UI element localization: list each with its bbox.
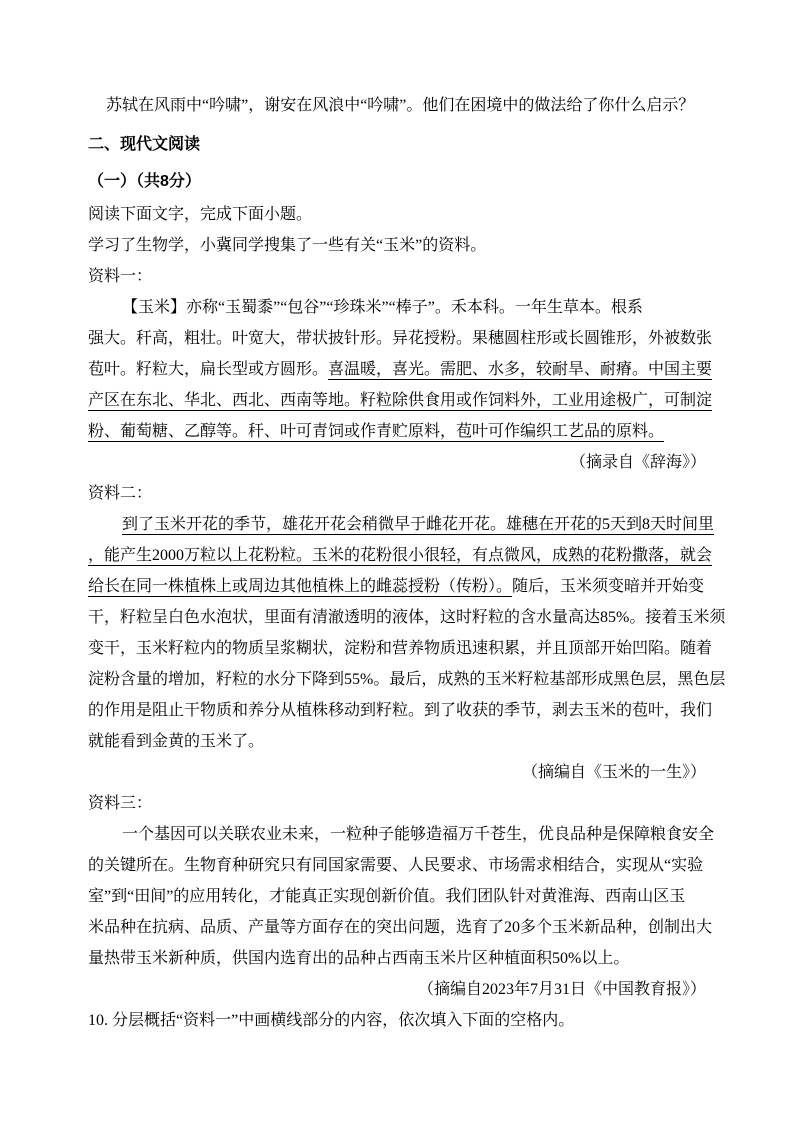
para [88,664,726,695]
text-segment: 强大。秆高，粗壮。叶宽大，带状披针形。异花授粉。果穗圆柱形或长圆锥形，外被数张 [88,330,713,347]
instruction [88,199,706,230]
section-heading [88,129,706,160]
text-segment: （摘编自《玉米的一生》） [521,764,706,781]
text-segment: 米品种在抗病、品质、产量等方面存在的突出问题，选育了20多个玉米新品种，创制出大 [88,919,713,936]
text-segment: 随后，玉米须变暗并开始变 [512,578,705,595]
para [88,695,713,726]
underlined-text-segment: ，能产生2000万粒以上花粉粒。玉米的花粉很小很轻，有点微风，成熟的花粉撒落，就会 [88,547,713,564]
para [88,726,706,757]
para-first [88,292,706,323]
para [88,540,713,571]
document-body [88,90,726,1036]
material-label [88,261,706,292]
text-segment: （摘编自2023年7月31日《中国教育报》） [417,981,706,998]
text-segment: 变干，玉米籽粒内的物质呈浆糊状，淀粉和营养物质迅速积累，并且顶部开始凹陷。随着 [88,640,713,657]
text-segment: 阅读下面文字，完成下面小题。 [88,206,313,223]
para [88,385,713,416]
text-segment: 量热带玉米新种质，供国内选育出的品种占西南玉米片区种植面积50%以上。 [88,950,630,967]
text-segment: 淀粉含量的增加，籽粒的水分下降到55%。最后，成熟的玉米籽粒基部形成黑色层，黑色层 [88,671,726,688]
para [88,943,706,974]
material-label [88,788,706,819]
source [88,974,706,1005]
para [88,912,713,943]
text-segment: 苞叶。籽粒大，扁长型或方圆形。 [88,361,329,378]
text-segment: 资料三： [88,795,153,812]
para-first [88,819,715,850]
para [88,354,713,385]
underlined-text-segment: 到了玉米开花的季节，雄花开花会稍微早于雌花开花。雄穗在开花的5天到8天时间里 [122,516,715,533]
text-segment: 资料一： [88,268,153,285]
source [88,757,706,788]
para [88,571,706,602]
text-segment: 10. 分层概括“资料一”中画横线部分的内容，依次填入下面的空格内。 [88,1012,575,1029]
para [88,633,713,664]
text-segment: 室”到“田间”的应用转化，才能真正实现创新价值。我们团队针对黄淮海、西南山区玉 [88,888,686,905]
text-segment: 的作用是阻止干物质和养分从植株移动到籽粒。到了收获的季节，剥去玉米的苞叶，我们 [88,702,713,719]
text-segment: （摘录自《辞海》） [569,454,706,471]
sub-heading [88,166,706,197]
para [88,881,706,912]
text-segment: （一）（共8分） [88,173,201,190]
text-segment: 就能看到金黄的玉米了。 [88,733,265,750]
underlined-text-segment: 给长在同一株植株上或周边其他植株上的雌蕊授粉（传粉）。 [88,578,513,595]
text-segment: 干，籽粒呈白色水泡状，里面有清澈透明的液体，这时籽粒的含水量高达85%。接着玉米须 [88,609,726,626]
text-segment: 资料二： [88,485,153,502]
underlined-text-segment: 产区在东北、华北、西北、西南等地。籽粒除供食用或作饲料外，工业用途极广，可制淀 [88,392,713,409]
question-number-text [88,1005,706,1036]
para [88,850,706,881]
underlined-text-segment: 粉、葡萄糖、乙醇等。秆、叶可青饲或作青贮原料，苞叶可作编织工艺品的原料。 [88,423,665,440]
text-segment: 【玉米】亦称“玉蜀黍”“包谷”“珍珠米”“棒子”。禾本科。一年生草本。根系 [122,299,643,316]
text-segment: 一个基因可以关联农业未来，一粒种子能够造福万千苍生，优良品种是保障粮食安全 [122,826,715,843]
text-segment: 二、现代文阅读 [88,136,201,153]
text-segment: 学习了生物学，小冀同学搜集了一些有关“玉米”的资料。 [88,237,487,254]
para-first [88,509,715,540]
question-text [106,90,706,121]
text-segment: 的关键所在。生物育种研究只有同国家需要、人民要求、市场需求相结合，实现从“实验 [88,857,704,874]
para [88,602,726,633]
material-label [88,478,706,509]
intro [88,230,706,261]
text-segment: 苏轼在风雨中“吟啸”，谢安在风浪中“吟啸”。他们在困境中的做法给了你什么启示？ [106,97,695,114]
underlined-text-segment: 喜温暖，喜光。需肥、水多，较耐旱、耐瘠。中国主要 [328,361,713,378]
source [88,447,706,478]
para [88,416,706,447]
para [88,323,713,354]
